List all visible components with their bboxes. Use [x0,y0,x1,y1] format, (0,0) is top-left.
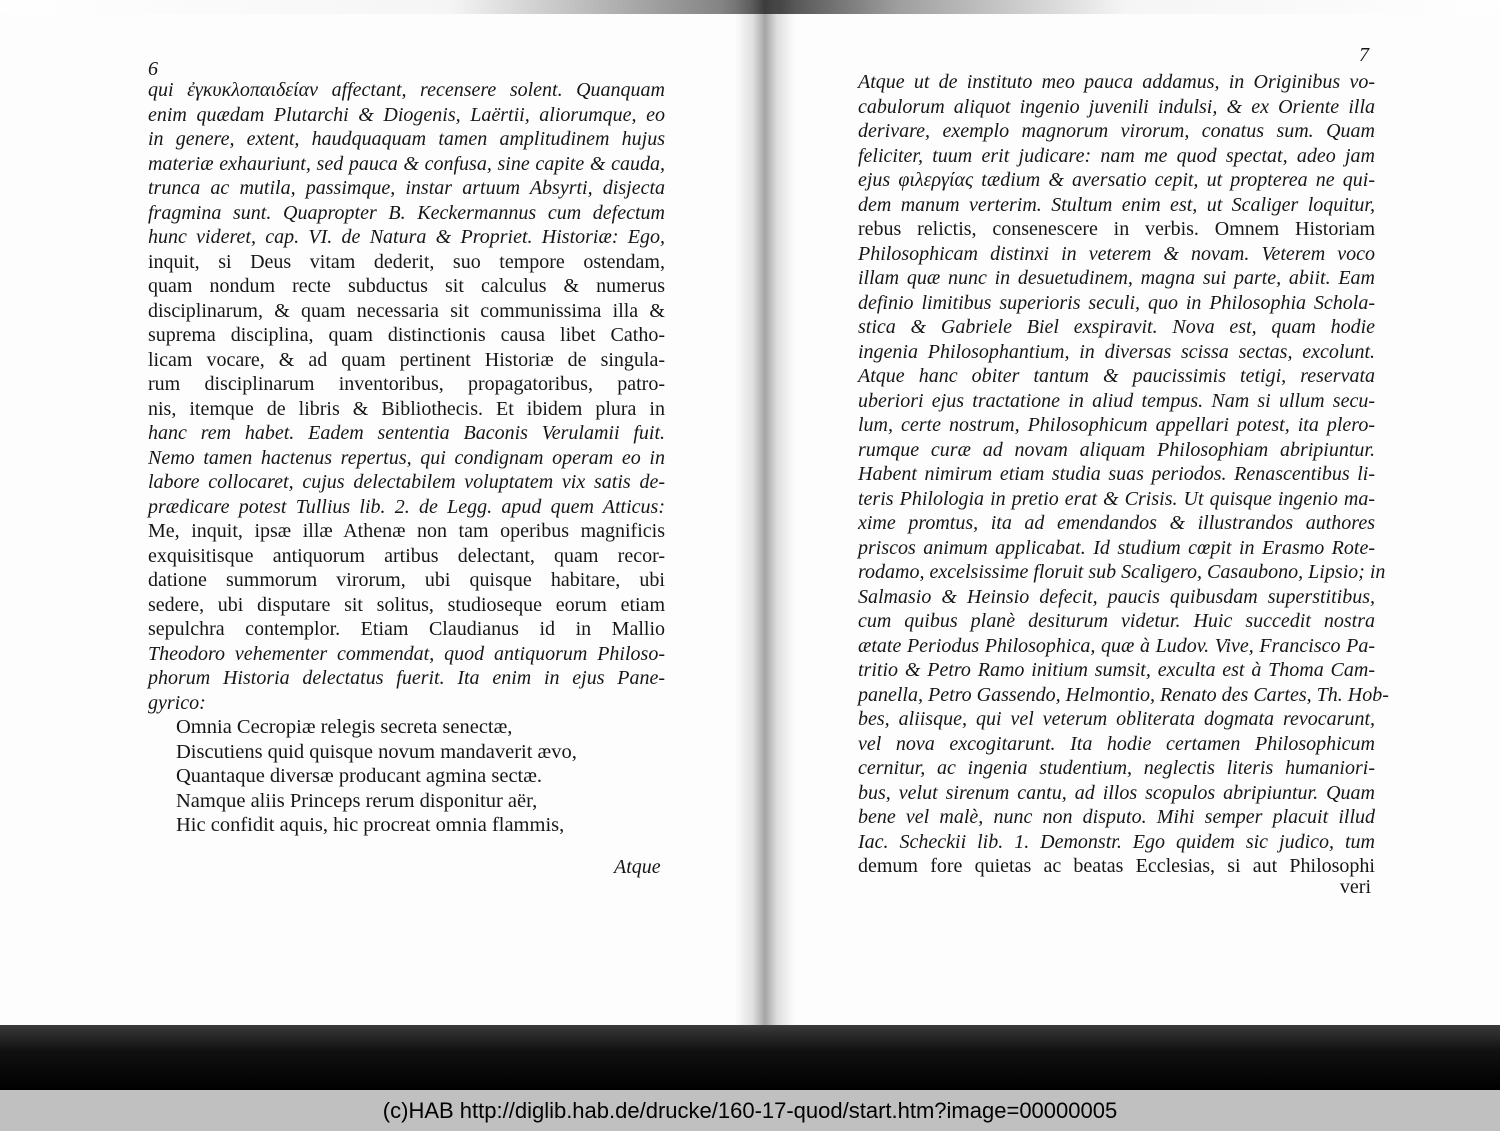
text-line: rumque curæ ad novam aliquam Philosophiam abripiuntur. [858,438,1375,461]
text-line: panella, Petro Gassendo, Helmontio, Renato des Cartes, Th. Hob- [858,683,1389,706]
text-line: enim quædam Plutarchi & Diogenis, Laërtii, aliorumque, eo [148,103,665,126]
poem-line: Namque aliis Princeps rerum disponitur aër, [176,789,538,812]
text-line: definio limitibus superioris seculi, quo in Philosophia Schola- [858,291,1375,314]
text-line: labore collocaret, cujus delectabilem voluptatem vix satis de- [148,471,665,493]
text-line: materiæ exhauriunt, sed pauca & confusa, sine capite & cauda, [148,152,665,175]
right-page [858,44,1389,898]
text-line: trunca ac mutila, passimque, instar artuum Absyrti, disjecta [148,177,665,199]
text-line: hunc videret, cap. VI. de Natura & Propriet. Historiæ: Ego, [148,226,665,248]
page-number: 7 [1359,44,1369,66]
text-line: bus, velut sirenum cantu, ad illos scopulos abripiuntur. Quam [858,781,1375,804]
text-line: Me, inquit, ipsæ illæ Athenæ non tam operibus magnificis [148,520,665,542]
text-line: Nemo tamen hactenus repertus, qui condignam operam eo in [148,446,665,469]
text-line: sepulchra contemplor. Etiam Claudianus id in Mallio [148,618,665,640]
text-line: ejus φιλεργίας tædium & aversatio cepit, ut propterea ne qui- [858,169,1375,191]
text-line: bes, aliisque, qui vel veterum obliterata dogmata revocarunt, [858,708,1375,730]
poem-quote [148,715,665,838]
right-page-text [858,70,1389,879]
poem-line: Omnia Cecropiæ relegis secreta senectæ, [176,716,513,738]
left-page [148,58,665,878]
footer-credit-bar [0,1090,1500,1131]
text-line: rebus relictis, consenescere in verbis. Omnem Historiam [858,218,1375,240]
text-line: nis, itemque de libris & Bibliothecis. Et ibidem plura in [148,397,665,420]
text-line: cabulorum aliquot ingenio juvenili indulsi, & ex Oriente illa [858,95,1375,118]
text-line: cum quibus planè desiturum videtur. Huic succedit nostra [858,610,1375,632]
text-line: Atque hanc obiter tantum & paucissimis tetigi, reservata [858,365,1375,387]
text-line: stica & Gabriele Biel exspiravit. Nova est, quam hodie [858,316,1375,338]
text-line: demum fore quietas ac beatas Ecclesias, si aut Philosophi [858,855,1375,877]
text-line: licam vocare, & ad quam pertinent Historiæ de singula- [148,348,665,371]
catchword: veri [1339,876,1371,898]
text-line: tritio & Petro Ramo initium sumsit, exculta est à Thoma Cam- [858,659,1375,681]
left-page-text [148,78,665,715]
text-line: gyrico: [148,691,206,714]
text-line: lum, certe nostrum, Philosophicum appellari potest, ita plero- [858,414,1375,436]
text-line: phorum Historia delectatus fuerit. Ita enim in ejus Pane- [148,667,665,689]
text-line: Philosophicam distinxi in veterem & novam. Veterem voco [858,242,1375,265]
text-line: datione summorum virorum, ubi quisque habitare, ubi [148,569,665,591]
text-line: rum disciplinarum inventoribus, propagatoribus, patro- [148,373,665,395]
text-line: inquit, si Deus vitam dederit, suo tempore ostendam, [148,250,665,273]
text-line: sedere, ubi disputare sit solitus, studioseque eorum etiam [148,593,665,616]
page-number: 6 [148,58,158,80]
text-line: prædicare potest Tullius lib. 2. de Legg. apud quem Atticus: [148,495,665,518]
text-line: disciplinarum, & quam necessaria sit communissima illa & [148,299,665,322]
poem-line: Hic confidit aquis, hic procreat omnia flammis, [176,814,565,836]
text-line: uberiori ejus tractatione in aliud tempus. Nam si ullum secu- [858,389,1375,412]
text-line: vel nova excogitarunt. Ita hodie certamen Philosophicum [858,732,1375,755]
copyright-url: (c)HAB http://diglib.hab.de/drucke/160-17-quod/start.htm?image=00000005 [382,1097,1118,1123]
text-line: rodamo, excelsissime floruit sub Scaligero, Casaubono, Lipsio; in [858,561,1386,583]
text-line: hanc rem habet. Eadem sententia Baconis Verulamii fuit. [148,422,665,444]
text-line: Iac. Scheckii lib. 1. Demonstr. Ego quidem sic judico, tum [858,830,1375,853]
text-line: dem manum verterim. Stultum enim est, ut Scaliger loquitur, [858,193,1375,216]
text-line: derivare, exemplo magnorum virorum, conatus sum. Quam [858,120,1375,142]
text-line: Theodoro vehementer commendat, quod antiquorum Philoso- [148,642,665,665]
text-line: Salmasio & Heinsio defecit, paucis quibusdam superstitibus, [858,585,1375,608]
text-line: priscos animum applicabat. Id studium cœpit in Erasmo Rote- [858,536,1375,559]
book-gutter [735,0,795,1030]
text-line: feliciter, tuum erit judicare: nam me quod spectat, adeo jam [858,144,1375,167]
text-line: Atque ut de instituto meo pauca addamus, in Originibus vo- [858,71,1375,93]
poem-line: Discutiens quid quisque novum mandaverit ævo, [176,740,577,763]
poem-line: Quantaque diversæ producant agmina sectæ. [176,765,543,787]
text-line: quam nondum recte subductus sit calculus & numerus [148,275,665,297]
text-line: suprema disciplina, quam distinctionis causa libet Catho- [148,324,665,346]
text-line: ætate Periodus Philosophica, quæ à Ludov. Vive, Francisco Pa- [858,634,1375,657]
text-line: exquisitisque antiquorum artibus delectant, quam recor- [148,544,665,567]
text-line: cernitur, ac ingenia studentium, neglectis literis humaniori- [858,757,1375,779]
text-line: Habent nimirum etiam studia suas periodos. Renascentibus li- [858,463,1375,485]
catchword: Atque [614,856,661,878]
text-line: xime promtus, ita ad emendandos & illustrandos authores [858,512,1375,534]
scan-bottom-edge [0,1025,1500,1090]
text-line: fragmina sunt. Quapropter B. Keckermannus cum defectum [148,201,665,224]
text-line: illam quæ nunc in desuetudinem, magna sui parte, abiit. Eam [858,267,1375,289]
text-line: ingenia Philosophantium, in diversas scissa sectas, excolunt. [858,340,1375,363]
text-line: in genere, extent, haudquaquam tamen amplitudinem hujus [148,128,665,150]
text-line: bene vel malè, nunc non disputo. Mihi semper placuit illud [858,806,1375,828]
text-line: teris Philologia in pretio erat & Crisis. Ut quisque ingenio ma- [858,487,1375,510]
text-line: qui ἐγκυκλοπαιδείαν affectant, recensere solent. Quanquam [148,79,665,101]
